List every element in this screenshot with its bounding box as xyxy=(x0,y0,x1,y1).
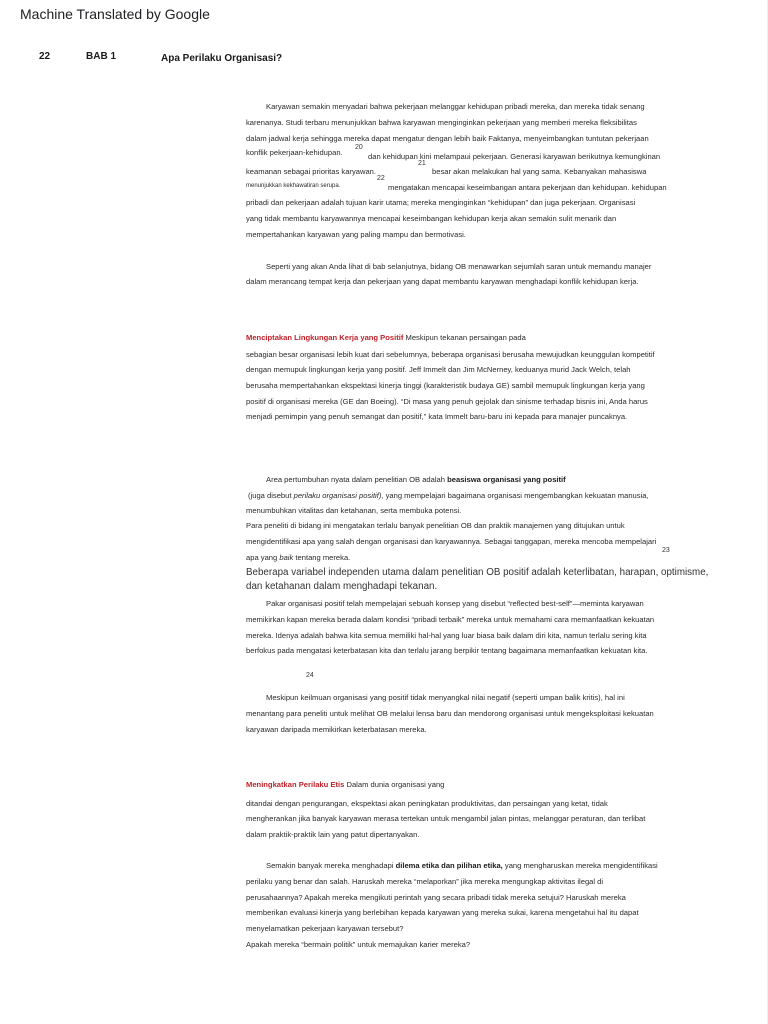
text-line: karenanya. Studi terbaru menunjukkan bahwa karyawan menginginkan pekerjaan yang memberi mereka fleksibilitas xyxy=(246,118,637,127)
text-line: karyawan daripada memikirkan keterbatasan mereka. xyxy=(246,725,427,734)
text-line: perusahaannya? Apakah mereka mengikuti perintah yang secara pribadi tidak mereka setujui? Haruskah mereka xyxy=(246,893,626,902)
text-line xyxy=(266,475,566,484)
text-line: Meskipun keilmuan organisasi yang positif tidak menyangkal nilai negatif (seperti umpan balik kritis), hal ini xyxy=(266,693,625,702)
text-line: dengan memupuk lingkungan kerja yang positif. Jeff Immelt dan Jim McNerney, keduanya murid Jack Welch, telah xyxy=(246,365,631,374)
text-line: Karyawan semakin menyadari bahwa pekerjaan melanggar kehidupan pribadi mereka, dan mereka tidak senang xyxy=(266,102,645,111)
footnote-ref: 23 xyxy=(662,547,670,554)
text-line: dalam jadwal kerja sehingga mereka dapat mengatur dengan lebih baik Faktanya, menyeimbangkan tuntutan pekerjaan xyxy=(246,134,649,143)
section-heading-line xyxy=(246,333,526,342)
text-line: memberikan evaluasi kinerja yang berlebihan kepada karyawan yang mereka sukai, karena mengetahui hal itu dapat xyxy=(246,908,639,917)
text-run: Semakin banyak mereka menghadapi xyxy=(266,861,396,870)
text-line: dan ketahanan dalam menghadapi tekanan. xyxy=(246,581,438,592)
key-term: beasiswa organisasi yang positif xyxy=(447,475,566,484)
italic-term: baik xyxy=(279,553,294,562)
text-line: memikirkan kapan mereka berada dalam kondisi “pribadi terbaik” mereka untuk memahami cara memanfaatkan kekuatan xyxy=(246,615,655,624)
footnote-ref: 24 xyxy=(306,672,314,679)
text-line xyxy=(246,553,350,562)
text-line: Seperti yang akan Anda lihat di bab selanjutnya, bidang OB menawarkan sejumlah saran untuk memandu manajer xyxy=(266,262,652,271)
text-line: menyelamatkan pekerjaan karyawan tersebut? xyxy=(246,924,404,933)
text-line xyxy=(248,491,649,500)
text-line: ditandai dengan pengurangan, ekspektasi akan peningkatan produktivitas, dan persaingan yang ketat, tidak xyxy=(246,799,608,808)
text-line: mempertahankan karyawan yang paling mampu dan bermotivasi. xyxy=(246,230,466,239)
footnote-ref: 22 xyxy=(377,175,385,182)
text-line: mengidentifikasi apa yang salah dengan organisasi dan karyawannya. Sebagai tanggapan, mereka mencoba mempelajari xyxy=(246,537,657,546)
text-line: dalam merancang tempat kerja dan pekerjaan yang dapat membantu karyawan menghadapi konflik kehidupan kerja. xyxy=(246,277,639,286)
text-line: keamanan sebagai prioritas karyawan. xyxy=(246,167,377,176)
text-line: Apakah mereka “bermain politik” untuk memajukan karier mereka? xyxy=(246,940,471,949)
text-line: Beberapa variabel independen utama dalam penelitian OB positif adalah keterlibatan, harapan, optimisme, xyxy=(246,567,709,578)
text-line: pribadi dan pekerjaan adalah tujuan karir utama; mereka menginginkan “kehidupan” dan juga pekerjaan. Organisasi xyxy=(246,198,636,207)
text-line: menjadi pemimpin yang penuh semangat dan positif,” kata Immelt baru-baru ini kepada para manajer puncaknya. xyxy=(246,412,628,421)
text-line: besar akan melakukan hal yang sama. Kebanyakan mahasiswa xyxy=(432,167,647,176)
text-line: dan kehidupan kini melampaui pekerjaan. Generasi karyawan berikutnya kemungkinan xyxy=(368,152,661,161)
text-line: yang tidak membantu karyawannya mencapai keseimbangan kehidupan kerja akan semakin sulit menarik dan xyxy=(246,214,617,223)
footnote-ref: 21 xyxy=(418,160,426,167)
text-line: Para peneliti di bidang ini mengatakan terlalu banyak penelitian OB dan praktik manajemen yang ditujukan untuk xyxy=(246,521,625,530)
section-heading: Menciptakan Lingkungan Kerja yang Positif xyxy=(246,333,404,342)
page-number: 22 xyxy=(39,51,51,62)
text-line: positif di organisasi mereka (GE dan Boeing). “Di masa yang penuh gejolak dan sinisme terhadap bisnis ini, Anda harus xyxy=(246,397,648,406)
text-line: perilaku yang benar dan salah. Haruskah mereka “melaporkan” jika mereka mengungkap aktivitas ilegal di xyxy=(246,877,604,886)
chapter-title: Apa Perilaku Organisasi? xyxy=(161,53,283,64)
chapter-label: BAB 1 xyxy=(86,51,117,62)
text-run: apa yang xyxy=(246,553,280,562)
text-line: konflik pekerjaan-kehidupan. xyxy=(246,148,343,157)
text-line: dalam praktik-praktik lain yang patut dipertanyakan. xyxy=(246,830,420,839)
text-run: (juga disebut xyxy=(248,491,294,500)
section-heading-line xyxy=(246,780,444,789)
text-line: Pakar organisasi positif telah mempelajari sebuah konsep yang disebut “reflected best-self”—meminta karyawan xyxy=(266,599,644,608)
italic-term: perilaku organisasi positif) xyxy=(293,491,382,500)
text-line: mereka. Idenya adalah bahwa kita semua memiliki hal-hal yang luar biasa baik dalam diri kita, namun terlalu sering kita xyxy=(246,631,647,640)
footnote-ref: 20 xyxy=(355,144,363,151)
text-line: mengatakan mencapai keseimbangan antara pekerjaan dan kehidupan. kehidupan xyxy=(388,183,667,192)
text-line: sebagian besar organisasi lebih kuat dari sebelumnya, beberapa organisasi berusaha mewujudkan keunggulan kompetitif xyxy=(246,350,655,359)
text-line: menumbuhkan vitalitas dan ketahanan, serta membuka potensi. xyxy=(246,506,462,515)
key-term: dilema etika dan pilihan etika, xyxy=(395,861,503,870)
text-run: yang mengharuskan mereka mengidentifikasi xyxy=(502,861,658,870)
text-run: tentang mereka. xyxy=(293,553,351,562)
text-line: mengherankan jika banyak karyawan merasa tertekan untuk mengambil jalan pintas, melanggar peraturan, dan terlibat xyxy=(246,814,646,823)
text-line: berusaha mempertahankan ekspektasi kinerja tinggi (karakteristik budaya GE) sambil memupuk lingkungan kerja yang xyxy=(246,381,645,390)
machine-translation-banner: Machine Translated by Google xyxy=(20,6,210,22)
text-line xyxy=(266,861,658,870)
text-line: menantang para peneliti untuk melihat OB melalui lensa baru dan mendorong organisasi untuk mengeksploitasi kekuatan xyxy=(246,709,654,718)
text-run: Meskipun tekanan persaingan pada xyxy=(403,333,526,342)
text-run: Area pertumbuhan nyata dalam penelitian OB adalah xyxy=(266,475,448,484)
section-heading: Meningkatkan Perilaku Etis xyxy=(246,780,345,789)
text-run: , yang mempelajari bagaimana organisasi mengembangkan kekuatan manusia, xyxy=(381,491,649,500)
text-run: Dalam dunia organisasi yang xyxy=(344,780,445,789)
text-line: berfokus pada mengatasi keterbatasan kita dan terlalu jarang berpikir tentang bagaimana memanfaatkan kekuatan kita. xyxy=(246,646,648,655)
text-line: menunjukkan kekhawatiran serupa. xyxy=(246,183,341,189)
